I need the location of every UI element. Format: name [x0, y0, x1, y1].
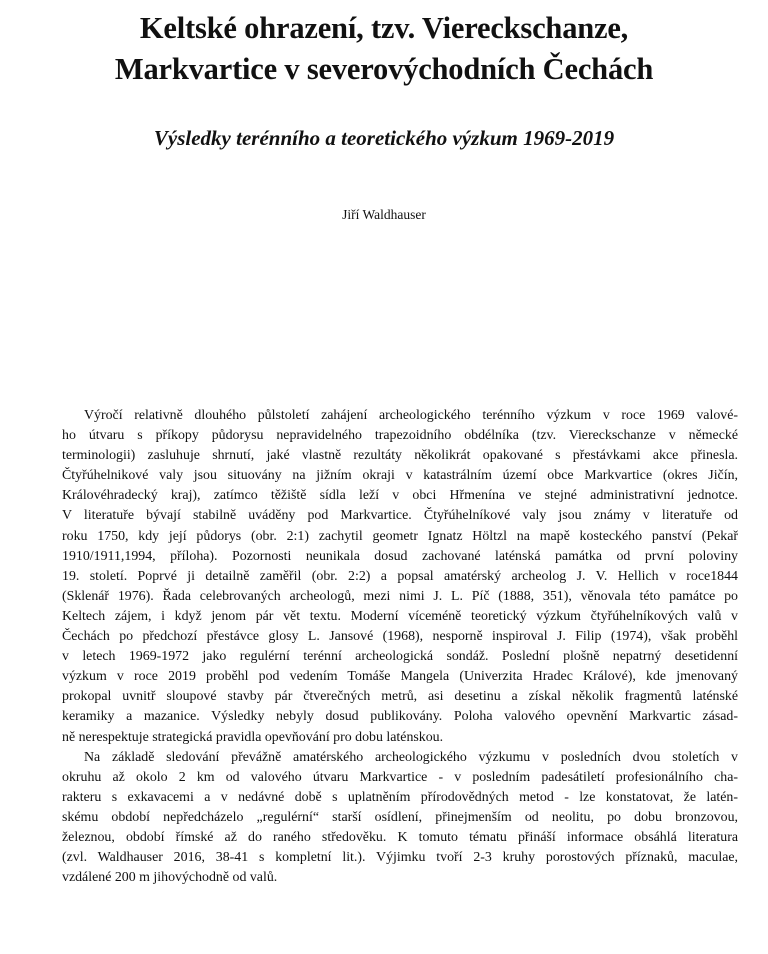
text-line: ho útvaru s příkopy půdorysu nepravidelného trapezoidního obdélníka (tzv. Viereckschanze v německé: [62, 428, 738, 444]
text-line: Keltech zájem, i když jenom pár vět textu. Moderní víceméně teoretický výzkum čtyřúhelníkových valů v: [62, 608, 738, 624]
text-line: ně nerespektuje strategická pravidla opevňování pro dobu laténskou.: [62, 729, 444, 745]
text-line: Královéhradecký kraj), zatímco těžiště sídla leží v obci Hřmenína ve stejné administrativní jednotce.: [62, 488, 738, 504]
text-line: v letech 1969-1972 jako regulérní terénní archeologická sondáž. Poslední plošně nepatrný desetidenní: [62, 649, 738, 665]
article-body: [62, 406, 738, 888]
text-line: rakteru s exkavacemi a v nedávné době s uplatněním přírodovědných metod - lze konstatovat, že latén-: [62, 789, 738, 805]
text-line: vzdálené 200 m jihovýchodně od valů.: [62, 870, 278, 886]
text-line: výzkum v roce 2019 proběhl pod vedením Tomáše Mangela (Univerzita Hradec Králové), kde jmenovaný: [62, 669, 738, 685]
text-line: (Sklenář 1976). Řada celebrovaných archeologů, mezi nimi J. L. Píč (1888, 351), věnovala této památce po: [62, 588, 738, 604]
text-line: železnou, období římské až do raného středověku. K tomuto tématu přináší informace obsáhlá literatura: [62, 829, 738, 845]
article-title: [0, 8, 768, 90]
text-line: keramiky a mazanice. Výsledky nebyly dosud publikovány. Poloha valového opevnění Markvartic zásad-: [62, 709, 738, 725]
text-line: Na základě sledování převážně amatérského archeologického výzkumu v posledních dvou stoletích v: [84, 749, 738, 765]
text-line: Čtyřúhelnikové valy jsou situovány na jižním okraji v katastrálním území obce Markvartice (okres Jičín,: [62, 468, 738, 484]
text-line: 19. století. Poprvé ji detailně zaměřil (obr. 2:2) a popsal amatérský archeolog J. V. Hellich v roce1844: [62, 568, 738, 584]
text-line: V literatuře bývají stabilně uváděny pod Markvartice. Čtyřúhelníkové valy jsou známy v literatuře od: [62, 508, 738, 524]
author-name: Jiří Waldhauser: [342, 207, 426, 222]
title-line: Markvartice v severovýchodních Čechách: [114, 52, 654, 86]
text-line: Čechách po předchozí přestávce glosy L. Jansové (1968), nesporně inspiroval J. Filip (1974), však proběhl: [62, 629, 738, 645]
paragraph: [62, 406, 738, 748]
text-line: (zvl. Waldhauser 2016, 38-41 s kompletní lit.). Výjimku tvoří 2-3 kruhy porostových příznaků, maculae,: [62, 850, 738, 866]
text-line: prokopal uvnitř sloupové stavby pár čtverečných metrů, asi desetinu a získal několik fragmentů laténské: [62, 689, 738, 705]
paragraph: [62, 748, 738, 889]
text-line: roku 1750, kdy její půdorys (obr. 2:1) zachytil geometr Ignatz Höltzl na mapě kosteckého panství (Pekař: [62, 528, 738, 544]
text-line: 1910/1911,1994, příloha). Pozornosti neunikala dosud zachované laténská památka od první poloviny: [62, 548, 738, 564]
text-line: okruhu až okolo 2 km od valového útvaru Markvartice - v posledním padesátiletí profesionálního cha-: [62, 769, 738, 785]
text-line: skému období nepředcházelo „regulérní“ starší osídlení, přinejmenším od neolitu, po dobu bronzovou,: [62, 809, 738, 825]
article-subtitle: Výsledky terénního a teoretického výzkum 1969-2019: [153, 126, 615, 150]
text-line: terminologii) zasluhuje shrnutí, jaké vlastně rezultáty několikrát opakované s přestávkami akce přinesla.: [62, 448, 738, 464]
title-line: Keltské ohrazení, tzv. Viereckschanze,: [139, 11, 629, 45]
text-line: Výročí relativně dlouhého půlstoletí zahájení archeologického terénního výzkum v roce 1969 valové-: [84, 408, 738, 423]
